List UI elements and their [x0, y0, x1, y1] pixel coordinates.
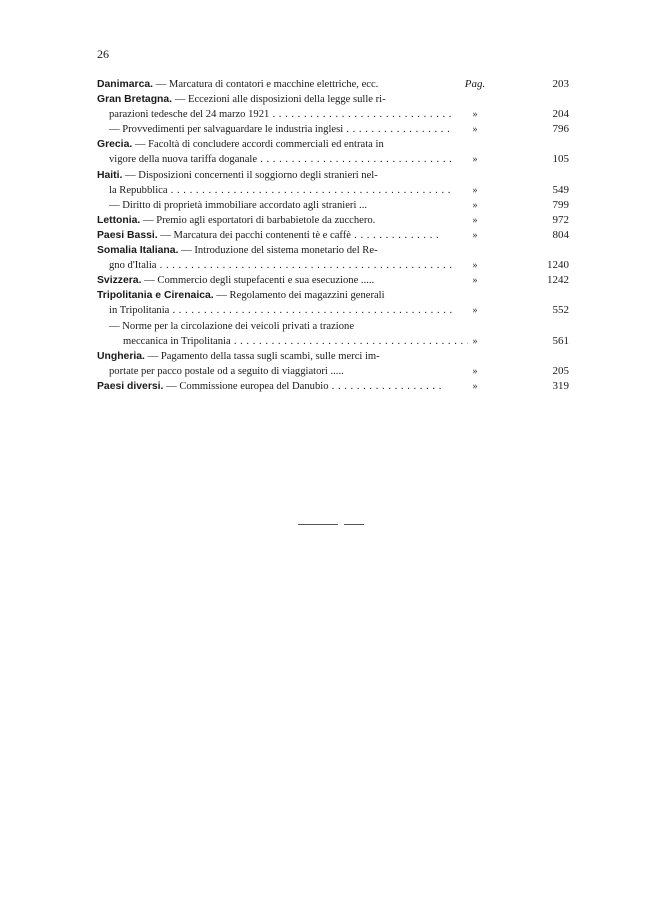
entry-description: — Facoltà di concludere accordi commerciali ed entrata in	[132, 139, 384, 151]
ditto-mark: »	[472, 214, 478, 226]
toc-entry	[97, 168, 569, 183]
toc-entry	[97, 107, 569, 122]
ditto-mark: »	[472, 260, 478, 272]
country-name: Tripolitania e Cirenaica.	[97, 290, 214, 302]
toc-entry-text	[97, 319, 454, 334]
toc-entry-text	[97, 213, 442, 228]
country-name: Haiti.	[97, 169, 123, 181]
page-ref: 319	[552, 379, 569, 392]
toc-entry	[97, 273, 569, 288]
ditto-mark: »	[472, 275, 478, 287]
entry-description: portate per pacco postale od a seguito di viaggiatori .....	[109, 365, 344, 377]
country-name: Gran Bretagna.	[97, 94, 173, 106]
toc-entry	[97, 183, 569, 198]
country-name: Lettonia.	[97, 214, 141, 226]
toc-entry	[97, 77, 569, 92]
toc-entry	[97, 349, 569, 364]
page-ref: 804	[552, 228, 569, 241]
entry-description: — Marcatura di contatori e macchine elettriche, ecc.	[153, 79, 379, 90]
entry-description: gno d'Italia	[109, 260, 157, 272]
page-ref: 549	[552, 183, 569, 196]
toc-entry	[97, 92, 569, 107]
toc-entry-text	[97, 92, 442, 107]
country-name: Ungheria.	[97, 350, 145, 362]
table-of-contents	[97, 77, 569, 394]
entry-description: meccanica in Tripolitania	[123, 335, 231, 347]
entry-description: — Pagamento della tassa sugli scambi, sulle merci im-	[144, 350, 380, 362]
entry-description: — Commercio degli stupefacenti e sua esecuzione .....	[141, 275, 375, 287]
toc-entry-text	[97, 379, 442, 394]
page-ref: 203	[552, 78, 569, 90]
page-ref: 799	[552, 198, 569, 211]
page-ref: 552	[552, 304, 569, 317]
ditto-mark: »	[472, 229, 478, 241]
entry-description: — Norme per la circolazione dei veicoli privati a trazione	[109, 320, 355, 332]
page-ref: 205	[552, 364, 569, 377]
toc-entry-text	[97, 349, 442, 364]
toc-entry	[97, 198, 569, 213]
toc-entry	[97, 258, 569, 273]
ditto-mark: »	[472, 154, 478, 166]
entry-description: — Marcatura dei pacchi contenenti tè e caffè	[157, 229, 351, 241]
toc-entry	[97, 122, 569, 137]
page-ref: 1240	[547, 259, 569, 272]
country-name: Svizzera.	[97, 275, 142, 287]
toc-entry-text	[97, 107, 454, 122]
page-ref: 1242	[547, 274, 569, 287]
entry-description: — Diritto di proprietà immobiliare accordato agli stranieri ...	[109, 199, 367, 211]
country-name: Danimarca.	[97, 79, 154, 90]
toc-entry	[97, 228, 569, 243]
toc-entry-text	[97, 183, 454, 198]
entry-description: — Premio agli esportatori di barbabietole da zucchero.	[140, 214, 376, 226]
toc-entry-text	[97, 273, 442, 288]
page-ref: 105	[552, 153, 569, 166]
country-name: Paesi Bassi.	[97, 229, 158, 241]
toc-entry	[97, 319, 569, 334]
ditto-mark: »	[472, 380, 478, 392]
toc-entry	[97, 303, 569, 318]
toc-entry-text	[97, 243, 442, 258]
toc-entry	[97, 364, 569, 379]
toc-entry-text	[97, 122, 454, 137]
entry-description: la Repubblica	[109, 184, 168, 196]
toc-entry	[97, 334, 569, 349]
entry-description: — Regolamento dei magazzini generali	[213, 290, 385, 302]
entry-description: — Introduzione del sistema monetario del Re-	[178, 245, 378, 257]
toc-entry-text	[97, 288, 442, 303]
page-ref: 204	[552, 108, 569, 121]
toc-entry-text	[97, 77, 442, 92]
ditto-mark: »	[472, 109, 478, 121]
toc-entry-text	[97, 364, 454, 379]
country-name: Somalia Italiana.	[97, 245, 179, 257]
toc-entry-text	[97, 198, 454, 213]
toc-entry-text	[97, 303, 454, 318]
country-name: Paesi diversi.	[97, 380, 164, 392]
entry-description: — Commissione europea del Danubio	[163, 380, 329, 392]
entry-description: — Provvedimenti per salvaguardare le industria inglesi	[109, 124, 344, 136]
page-label: Pag.	[464, 78, 486, 90]
toc-entry	[97, 137, 569, 152]
entry-description: parazioni tedesche del 24 marzo 1921	[109, 109, 270, 121]
toc-entry	[97, 152, 569, 167]
entry-description: — Eccezioni alle disposizioni della legge sulle ri-	[172, 94, 386, 106]
toc-entry	[97, 213, 569, 228]
entry-description: vigore della nuova tariffa doganale	[109, 154, 258, 166]
entry-description: — Disposizioni concernenti il soggiorno degli stranieri nel-	[122, 169, 378, 181]
toc-entry-text	[97, 137, 442, 152]
page-ref: 561	[552, 334, 569, 347]
country-name: Grecia.	[97, 139, 133, 151]
ditto-mark: »	[472, 305, 478, 317]
toc-entry-text	[97, 228, 442, 243]
ditto-mark: »	[472, 124, 478, 136]
page-ref: 796	[552, 123, 569, 136]
toc-entry	[97, 288, 569, 303]
toc-entry	[97, 379, 569, 394]
toc-entry-text	[97, 334, 468, 349]
toc-entry-text	[97, 258, 454, 273]
toc-entry-text	[97, 152, 454, 167]
toc-entry	[97, 243, 569, 258]
section-separator	[298, 524, 364, 525]
entry-description: in Tripolitania	[109, 305, 170, 317]
toc-entry-text	[97, 168, 442, 183]
ditto-mark: »	[472, 365, 478, 377]
page-number: 26	[97, 47, 109, 61]
ditto-mark: »	[472, 184, 478, 196]
ditto-mark: »	[472, 199, 478, 211]
page-ref: 972	[552, 213, 569, 226]
ditto-mark: »	[472, 335, 478, 347]
